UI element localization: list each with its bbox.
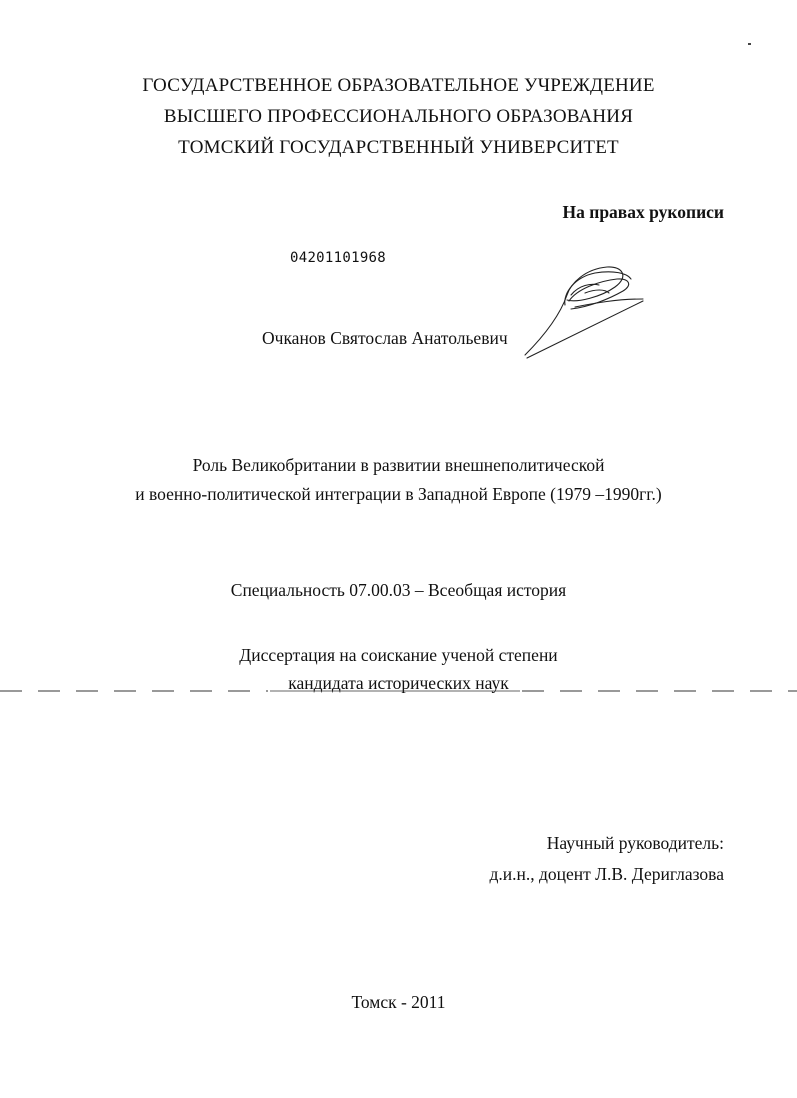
- institution-line-1: ГОСУДАРСТВЕННОЕ ОБРАЗОВАТЕЛЬНОЕ УЧРЕЖДЕНИЕ: [142, 75, 655, 96]
- signature-icon: [505, 255, 655, 365]
- institution-line-3: ТОМСКИЙ ГОСУДАРСТВЕННЫЙ УНИВЕРСИТЕТ: [178, 137, 619, 158]
- manuscript-note: На правах рукописи: [562, 202, 724, 222]
- registration-number: 04201101968: [290, 250, 387, 266]
- supervisor-label: Научный руководитель:: [546, 833, 724, 853]
- supervisor-name: д.и.н., доцент Л.В. Дериглазова: [489, 864, 724, 884]
- dissertation-title-line-2: и военно-политической интеграции в Западной Европе (1979 –1990гг.): [135, 484, 662, 504]
- scan-speck: [748, 43, 751, 45]
- city-year: Томск - 2011: [351, 992, 446, 1012]
- specialty: Специальность 07.00.03 – Всеобщая история: [230, 580, 567, 600]
- dashed-divider: [0, 689, 797, 693]
- degree-line-1: Диссертация на соискание ученой степени: [239, 645, 558, 665]
- degree-line-2: кандидата исторических наук: [288, 673, 509, 693]
- institution-line-2: ВЫСШЕГО ПРОФЕССИОНАЛЬНОГО ОБРАЗОВАНИЯ: [163, 106, 634, 127]
- dissertation-title-line-1: Роль Великобритании в развитии внешнеполитической: [192, 455, 605, 475]
- author-name: Очканов Святослав Анатольевич: [262, 328, 508, 348]
